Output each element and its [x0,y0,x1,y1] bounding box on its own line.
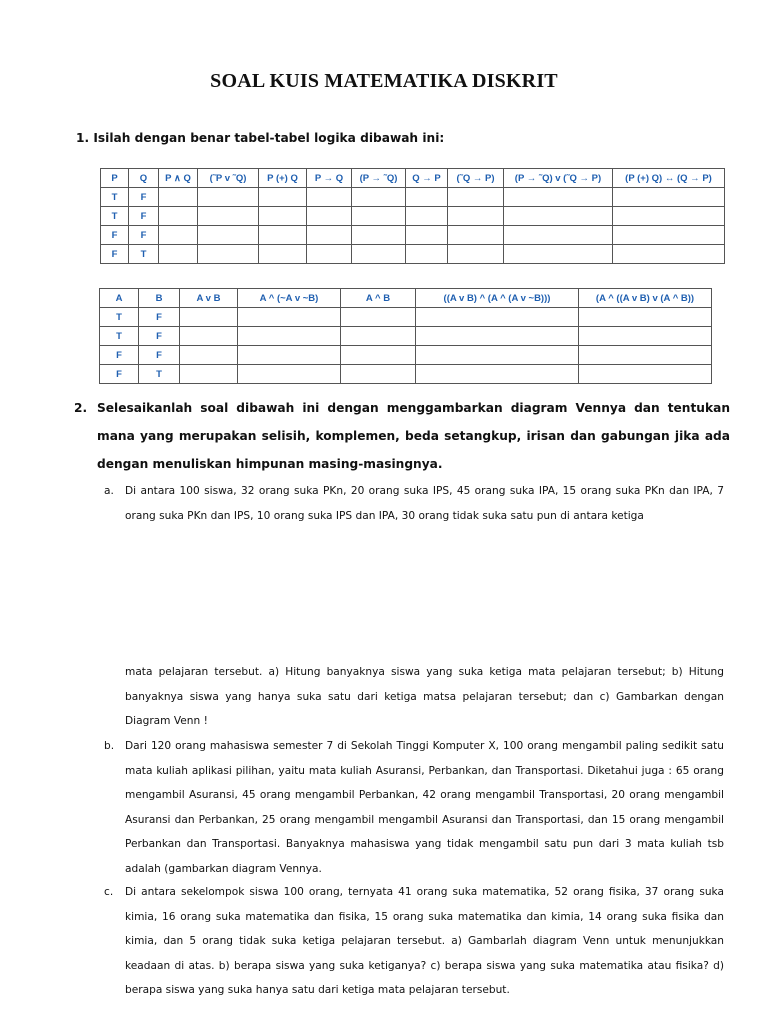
table2-header-cell: ((A v B) ^ (A ^ (A v ~B))) [416,289,579,308]
table2-empty-cell[interactable] [180,346,238,365]
table-row [100,308,712,327]
question-1-text: Isilah dengan benar tabel-tabel logika dibawah ini: [93,131,445,145]
table1-header-cell: (˜Q → P) [448,169,504,188]
table1-value-cell: F [129,226,159,245]
sub-question-b-text: Dari 120 orang mahasiswa semester 7 di Sekolah Tinggi Komputer X, 100 orang mengambil paling sedikit satu mata kuliah aplikasi pilihan, yaitu mata kuliah Asuransi, Perbankan, dan Transportasi. Diketahui juga : 65 orang mengambil Asuransi, 45 orang mengambil Perbankan, 42 orang mengambil Transportasi, 20 orang mengambil Asuransi dan Perbankan, 25 orang mengambil mengambil Asuransi dan Transportasi, dan 15 orang mengambil Perbankan dan Transportasi. Banyaknya mahasiswa yang tidak mengambil satu pun dari 3 mata kuliah tsb adalah (gambarkan diagram Vennya. [125,740,724,875]
table2-value-cell: T [139,365,180,384]
table2-empty-cell[interactable] [579,346,712,365]
sub-question-c [104,880,724,1003]
table1-empty-cell[interactable] [504,207,613,226]
question-1-number: 1. [76,131,90,145]
table2-header-cell: A ^ (~A v ~B) [238,289,341,308]
table2-value-cell: F [100,346,139,365]
table2-empty-cell[interactable] [416,308,579,327]
table2-empty-cell[interactable] [341,365,416,384]
sub-question-b [104,734,724,881]
table1-empty-cell[interactable] [448,188,504,207]
table2-empty-cell[interactable] [416,346,579,365]
table1-empty-cell[interactable] [448,207,504,226]
table1-header-cell: P → Q [307,169,352,188]
truth-table-2 [99,288,712,384]
table1-value-cell: F [101,245,129,264]
table1-empty-cell[interactable] [307,207,352,226]
table1-value-cell: T [101,188,129,207]
table1-empty-cell[interactable] [159,226,198,245]
sub-question-a [104,479,724,528]
sub-question-b-label: b. [104,740,115,752]
table1-header-cell: Q → P [406,169,448,188]
table1-empty-cell[interactable] [352,188,406,207]
table1-empty-cell[interactable] [259,226,307,245]
table-row [100,327,712,346]
table1-value-cell: T [129,245,159,264]
table1-empty-cell[interactable] [198,226,259,245]
table-row [101,245,725,264]
table1-empty-cell[interactable] [307,226,352,245]
table1-header-cell: Q [129,169,159,188]
table1-empty-cell[interactable] [504,245,613,264]
table2-empty-cell[interactable] [238,308,341,327]
question-2-number: 2. [74,401,88,415]
question-2-text: Selesaikanlah soal dibawah ini dengan menggambarkan diagram Vennya dan tentukan mana yang merupakan selisih, komplemen, beda setangkup, irisan dan gabungan jika ada dengan menuliskan himpunan masing-masingnya. [97,401,730,471]
table1-empty-cell[interactable] [352,207,406,226]
table1-value-cell: F [129,188,159,207]
table2-value-cell: F [139,327,180,346]
table-row [100,346,712,365]
table2-value-cell: F [100,365,139,384]
table1-empty-cell[interactable] [198,207,259,226]
table2-header-cell: A v B [180,289,238,308]
table1-empty-cell[interactable] [448,245,504,264]
table2-value-cell: F [139,346,180,365]
table1-value-cell: T [101,207,129,226]
table2-value-cell: F [139,308,180,327]
table-row [101,226,725,245]
table2-empty-cell[interactable] [341,327,416,346]
table1-empty-cell[interactable] [613,207,725,226]
table1-empty-cell[interactable] [406,226,448,245]
table2-header-cell: B [139,289,180,308]
table1-empty-cell[interactable] [406,207,448,226]
table1-empty-cell[interactable] [352,226,406,245]
table2-empty-cell[interactable] [341,308,416,327]
table1-empty-cell[interactable] [259,207,307,226]
table2-header-row [100,289,712,308]
table1-empty-cell[interactable] [406,188,448,207]
table1-header-cell: P [101,169,129,188]
table2-empty-cell[interactable] [180,365,238,384]
table1-empty-cell[interactable] [159,245,198,264]
table1-empty-cell[interactable] [504,226,613,245]
table-row [101,188,725,207]
table1-empty-cell[interactable] [259,188,307,207]
table1-header-cell: (˜P v ˜Q) [198,169,259,188]
table1-header-cell: P (+) Q [259,169,307,188]
question-2 [74,394,730,478]
sub-question-c-text: Di antara sekelompok siswa 100 orang, ternyata 41 orang suka matematika, 52 orang fisika, 37 orang suka kimia, 16 orang suka matematika dan fisika, 15 orang suka matematika dan kimia, 14 orang suka fisika dan kimia, dan 5 orang tidak suka ketiga pelajaran tersebut. a) Gambarlah diagram Venn untuk menunjukkan keadaan di atas. b) berapa siswa yang suka ketiganya? c) berapa siswa yang suka matematika atau fisika? d) berapa siswa yang suka hanya satu dari ketiga mata pelajaran tersebut. [125,886,724,996]
table2-value-cell: T [100,327,139,346]
page-title: SOAL KUIS MATEMATIKA DISKRIT [210,70,558,92]
table1-header-cell: (P (+) Q) ↔ (Q → P) [613,169,725,188]
table2-empty-cell[interactable] [416,327,579,346]
table1-empty-cell[interactable] [198,188,259,207]
table1-header-cell: (P → ˜Q) [352,169,406,188]
table1-header-cell: (P → ˜Q) v (˜Q → P) [504,169,613,188]
sub-question-a-text: Di antara 100 siswa, 32 orang suka PKn, 20 orang suka IPS, 45 orang suka IPA, 15 orang suka PKn dan IPA, 7 orang suka PKn dan IPS, 10 orang suka IPS dan IPA, 30 orang tidak suka satu pun di antara ketiga [125,485,724,522]
table2-empty-cell[interactable] [238,327,341,346]
sub-question-c-label: c. [104,886,114,898]
table1-empty-cell[interactable] [406,245,448,264]
table1-empty-cell[interactable] [198,245,259,264]
table1-value-cell: F [129,207,159,226]
table2-empty-cell[interactable] [238,365,341,384]
table-row [100,365,712,384]
table1-value-cell: F [101,226,129,245]
table1-empty-cell[interactable] [307,245,352,264]
table2-value-cell: T [100,308,139,327]
table1-empty-cell[interactable] [307,188,352,207]
question-1 [76,131,444,145]
table2-empty-cell[interactable] [416,365,579,384]
table2-empty-cell[interactable] [579,365,712,384]
table2-empty-cell[interactable] [238,346,341,365]
table2-header-cell: A [100,289,139,308]
sub-question-a-continuation: mata pelajaran tersebut. a) Hitung banyaknya siswa yang suka ketiga mata pelajaran tersebut; b) Hitung banyaknya siswa yang hanya suka satu dari ketiga matsa pelajaran tersebut; dan c) Gambarkan dengan Diagram Venn ! [125,666,724,727]
table1-header-cell: P ∧ Q [159,169,198,188]
table1-empty-cell[interactable] [259,245,307,264]
table-row [101,207,725,226]
table1-empty-cell[interactable] [352,245,406,264]
table1-empty-cell[interactable] [159,207,198,226]
table2-header-cell: A ^ B [341,289,416,308]
table1-empty-cell[interactable] [504,188,613,207]
table2-empty-cell[interactable] [180,308,238,327]
table1-empty-cell[interactable] [159,188,198,207]
truth-table-1 [100,168,725,264]
table2-header-cell: (A ^ ((A v B) v (A ^ B)) [579,289,712,308]
table2-empty-cell[interactable] [579,327,712,346]
table1-empty-cell[interactable] [613,188,725,207]
table2-empty-cell[interactable] [341,346,416,365]
table2-empty-cell[interactable] [579,308,712,327]
table1-empty-cell[interactable] [613,245,725,264]
sub-question-a-label: a. [104,485,114,497]
table1-header-row [101,169,725,188]
table2-empty-cell[interactable] [180,327,238,346]
table1-empty-cell[interactable] [448,226,504,245]
table1-empty-cell[interactable] [613,226,725,245]
